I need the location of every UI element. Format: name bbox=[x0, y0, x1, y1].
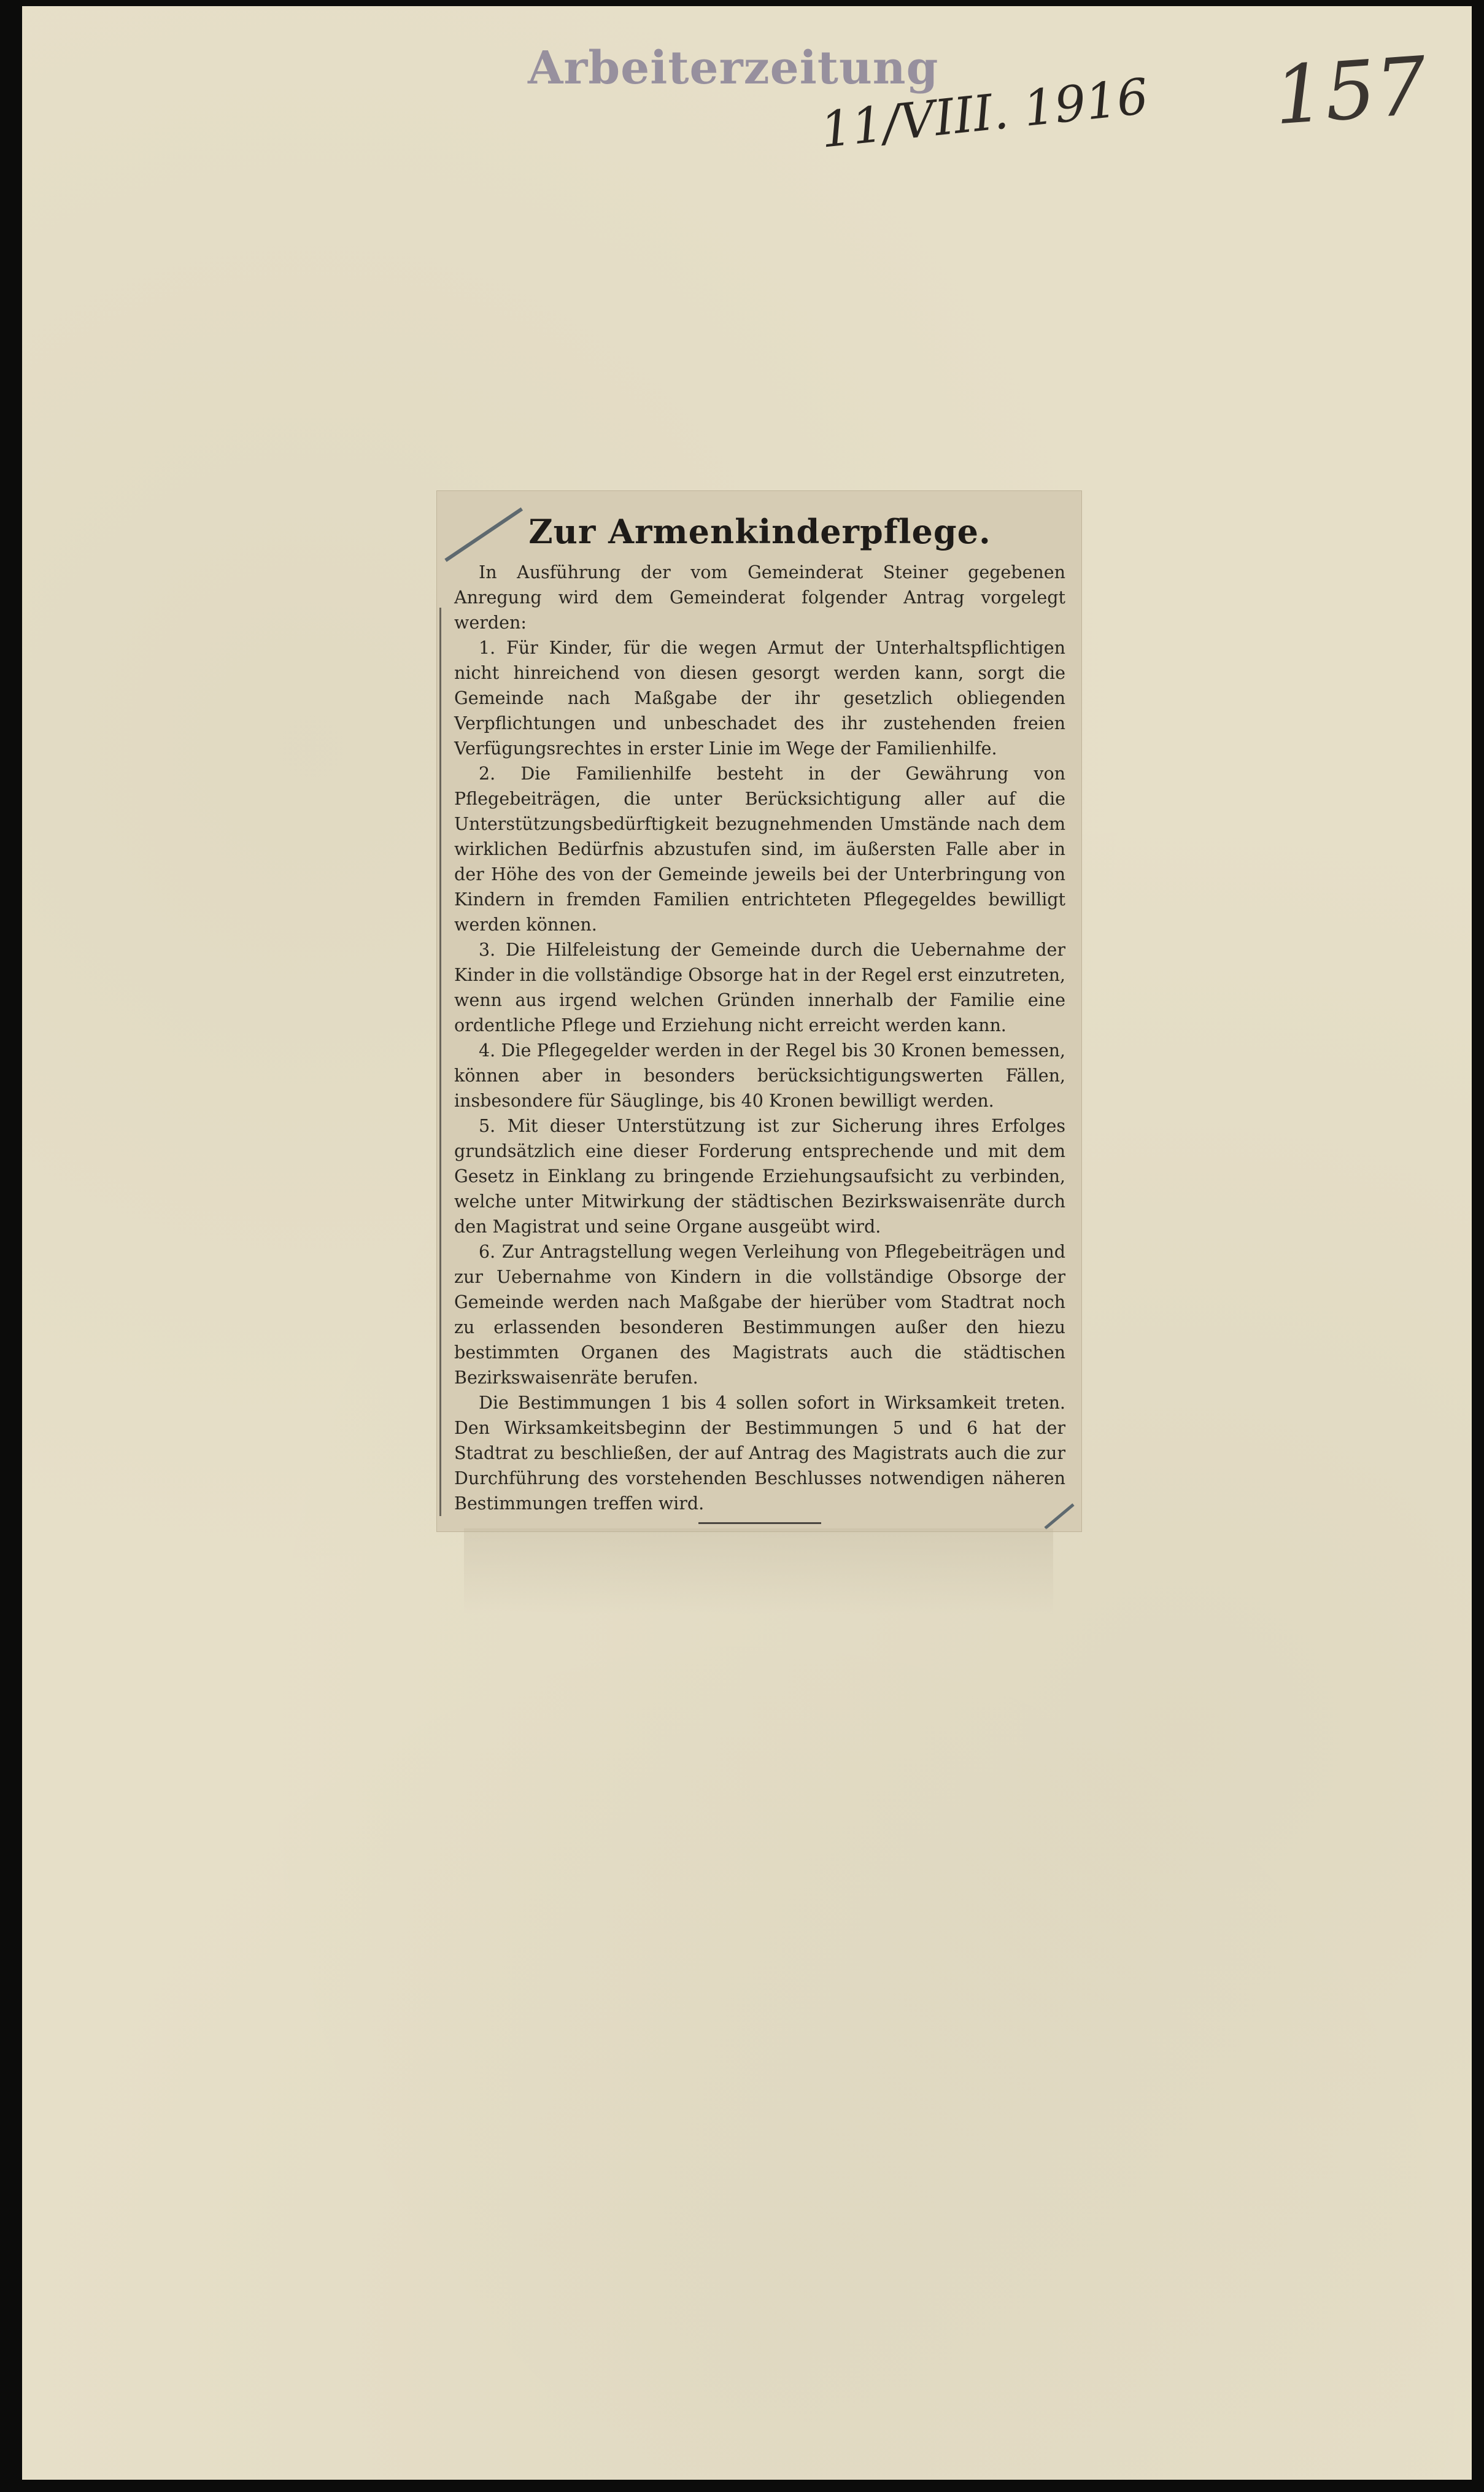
article-headline: Zur Armenkinderpflege. bbox=[528, 512, 991, 551]
paper-stain bbox=[464, 1528, 1053, 1614]
article-paragraph: 5. Mit dieser Unterstützung ist zur Sicherung ihres Erfolges grundsätzlich eine dieser Forderung entsprechende und mit dem Gesetz in Einklang zu bringende Erziehungsaufsicht zu verbinden, welche unter Mitwirkung der städtischen Bezirkswaisenräte durch den Magistrat und seine Organe ausgeübt wird. bbox=[454, 1116, 1065, 1237]
article-paragraph: 6. Zur Antragstellung wegen Verleihung von Pflegebeiträgen und zur Uebernahme von Kindern in die vollständige Obsorge der Gemeinde werden nach Maßgabe der hierüber vom Stadtrat noch zu erlassenden besonderen Bestimmungen außer den hiezu bestimmten Organen des Magistrats auch die städtischen Bezirkswaisenräte berufen. bbox=[454, 1242, 1065, 1388]
handwritten-date: 11/VIII. 1916 bbox=[817, 68, 1151, 159]
article-end-rule bbox=[698, 1522, 821, 1524]
article-paragraph: 3. Die Hilfeleistung der Gemeinde durch die Uebernahme der Kinder in die vollständige Obsorge hat in der Regel erst einzutreten, wenn aus irgend welchen Gründen innerhalb der Familie eine ordentliche Pflege und Erziehung nicht erreicht werden kann. bbox=[454, 940, 1065, 1035]
handwritten-page-number: 157 bbox=[1271, 39, 1430, 143]
article-paragraph: 1. Für Kinder, für die wegen Armut der Unterhaltspflichtigen nicht hinreichend von diesen gesorgt werden kann, sorgt die Gemeinde nach Maßgabe der ihr gesetzlich obliegenden Verpflichtungen und unbeschadet des ihr zustehenden freien Verfügungsrechtes in erster Linie im Wege der Familienhilfe. bbox=[454, 638, 1065, 759]
newspaper-stamp: Arbeiterzeitung bbox=[528, 42, 939, 95]
article-paragraph: In Ausführung der vom Gemeinderat Steiner gegebenen Anregung wird dem Gemeinderat folgender Antrag vorgelegt werden: bbox=[454, 562, 1065, 633]
newspaper-clipping bbox=[437, 491, 1081, 1531]
article-paragraph: 4. Die Pflegegelder werden in der Regel bis 30 Kronen bemessen, können aber in besonders berücksichtigungswerten Fällen, insbesondere für Säuglinge, bis 40 Kronen bewilligt werden. bbox=[454, 1040, 1065, 1111]
clipping-edge-line bbox=[439, 608, 441, 1516]
archive-sheet bbox=[22, 6, 1472, 2480]
article-paragraph: Die Bestimmungen 1 bis 4 sollen sofort in Wirksamkeit treten. Den Wirksamkeitsbeginn der Bestimmungen 5 und 6 hat der Stadtrat zu beschließen, der auf Antrag des Magistrats auch die zur Durchführung des vorstehenden Beschlusses notwendigen näheren Bestimmungen treffen wird. bbox=[454, 1393, 1065, 1514]
article-paragraph: 2. Die Familienhilfe besteht in der Gewährung von Pflegebeiträgen, die unter Berücksichtigung aller auf die Unterstützungsbedürftigkeit bezugnehmenden Umstände nach dem wirklichen Bedürfnis abzustufen sind, im äußersten Falle aber in der Höhe des von der Gemeinde jeweils bei der Unterbringung von Kindern in fremden Familien entrichteten Pflegegeldes bewilligt werden können. bbox=[454, 764, 1065, 935]
